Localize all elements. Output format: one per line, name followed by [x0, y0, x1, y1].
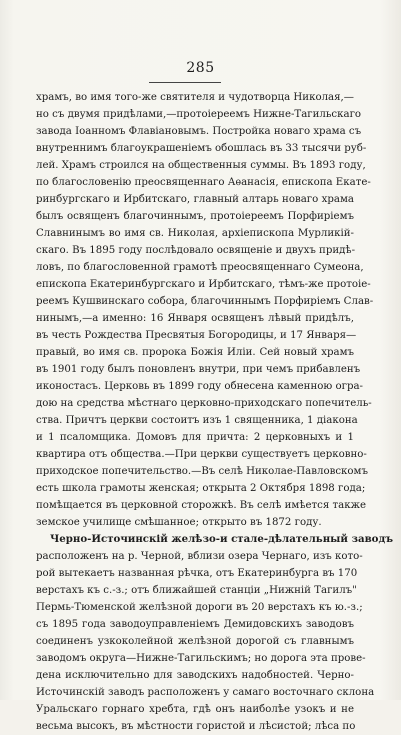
text-line: квартира отъ общества.—При церкви существуетъ церковно- — [36, 449, 367, 460]
text-line: епископа Екатеринбургскаго и Ирбитскаго, тѣмъ-же протоіе- — [36, 279, 371, 290]
text-line: въ 1901 году былъ поновленъ внутри, при чемъ прибавленъ — [36, 364, 361, 375]
text-line: и 1 псаломщика. Домовъ для причта: 2 церковныхъ и 1 — [36, 432, 354, 443]
text-line: реемъ Кушвинскаго собора, благочиннымъ Порфиріемъ Слав- — [36, 296, 374, 307]
text-line: расположенъ на р. Черной, вблизи озера Чернаго, изъ кото- — [36, 551, 363, 562]
text-line: иконостасъ. Церковь въ 1899 году обнесена каменною огра- — [36, 381, 363, 392]
text-line: ства. Причтъ церкви состоитъ изъ 1 священника, 1 діакона — [36, 415, 358, 426]
text-line: Пермь-Тюменской желѣзной дороги въ 20 верстахъ къ ю.-з.; — [36, 602, 363, 613]
text-line: лей. Храмъ строился на общественныя суммы. Въ 1893 году, — [36, 160, 366, 171]
text-line: ловъ, по благословенной грамотѣ преосвященнаго Сумеона, — [36, 262, 364, 273]
text-line: есть школа грамоты женская; открыта 2 Октября 1898 года; — [36, 483, 366, 494]
header-rule — [149, 82, 221, 83]
text-line: земское училище смѣшанное; открыто въ 1872 году. — [36, 517, 322, 528]
text-line: нинымъ,—а именно: 16 Января освященъ лѣвый придѣлъ, — [36, 313, 354, 324]
text-line: Уральскаго горнаго хребта, гдѣ онъ наиболѣе узокъ и не — [36, 704, 354, 715]
text-line: весьма высокъ, въ мѣстности гористой и лѣсистой; лѣса по — [36, 721, 356, 732]
text-line — [36, 531, 394, 548]
text-line: Источинскій заводъ расположенъ у самаго восточнаго склона — [36, 687, 375, 698]
text-line: завода Іоанномъ Флавіановымъ. Постройка новаго храма съ — [36, 126, 362, 137]
body-text — [36, 89, 394, 735]
text-line: правый, во имя св. пророка Божія Иліи. Сей новый храмъ — [36, 347, 354, 358]
text-line: по благословенію преосвященнаго Аѳанасія, епископа Екате- — [36, 177, 371, 188]
text-line: въ честь Рождества Пресвятыя Богородицы, и 17 Января— — [36, 330, 357, 341]
text-line: былъ освященъ благочиннымъ, протоіереемъ Порфиріемъ — [36, 211, 354, 222]
text-line: ринбургскаго и Ирбитскаго, главный алтарь новаго храма — [36, 194, 354, 205]
text-line: Славнинымъ во имя св. Николая, архіепископа Мурликій- — [36, 228, 354, 239]
text-line: храмъ, во имя того-же святителя и чудотворца Николая,— — [36, 92, 354, 103]
page-number: 285 — [186, 60, 215, 76]
text-line: съ 1895 года заводоуправленіемъ Демидовскихъ заводовъ — [36, 619, 354, 630]
text-line: заводомъ округа—Нижне-Тагильскимъ; но дорога эта прове- — [36, 653, 366, 664]
text-line: дена исключительно для заводскихъ надобностей. Черно- — [36, 670, 354, 681]
text-line: внутреннимъ благоукрашеніемъ обошлась въ 33 тысячи руб- — [36, 143, 367, 154]
section-heading: Черно-Источинскій желѣзо-и стале-дѣлательный заводъ — [50, 533, 394, 545]
text-line: дою на средства мѣстнаго церковно-приходскаго попечитель- — [36, 398, 372, 409]
text-line: скаго. Въ 1895 году послѣдовало освященіе и двухъ придѣ- — [36, 245, 356, 256]
text-line: верстахъ къ с.-з.; отъ ближайшей станціи „Нижній Тагилъ" — [36, 585, 357, 596]
text-line: но съ двумя придѣлами,—протоіереемъ Нижне-Тагильскаго — [36, 109, 362, 120]
text-line: помѣщается въ церковной сторожкѣ. Въ селѣ имѣется также — [36, 500, 366, 511]
text-line: приходское попечительство.—Въ селѣ Николае-Павловскомъ — [36, 466, 368, 477]
text-line: соединенъ узкоколейной желѣзной дорогой съ главнымъ — [36, 636, 354, 647]
text-line: рой вытекаетъ названная рѣчка, отъ Екатеринбурга въ 170 — [36, 568, 358, 579]
